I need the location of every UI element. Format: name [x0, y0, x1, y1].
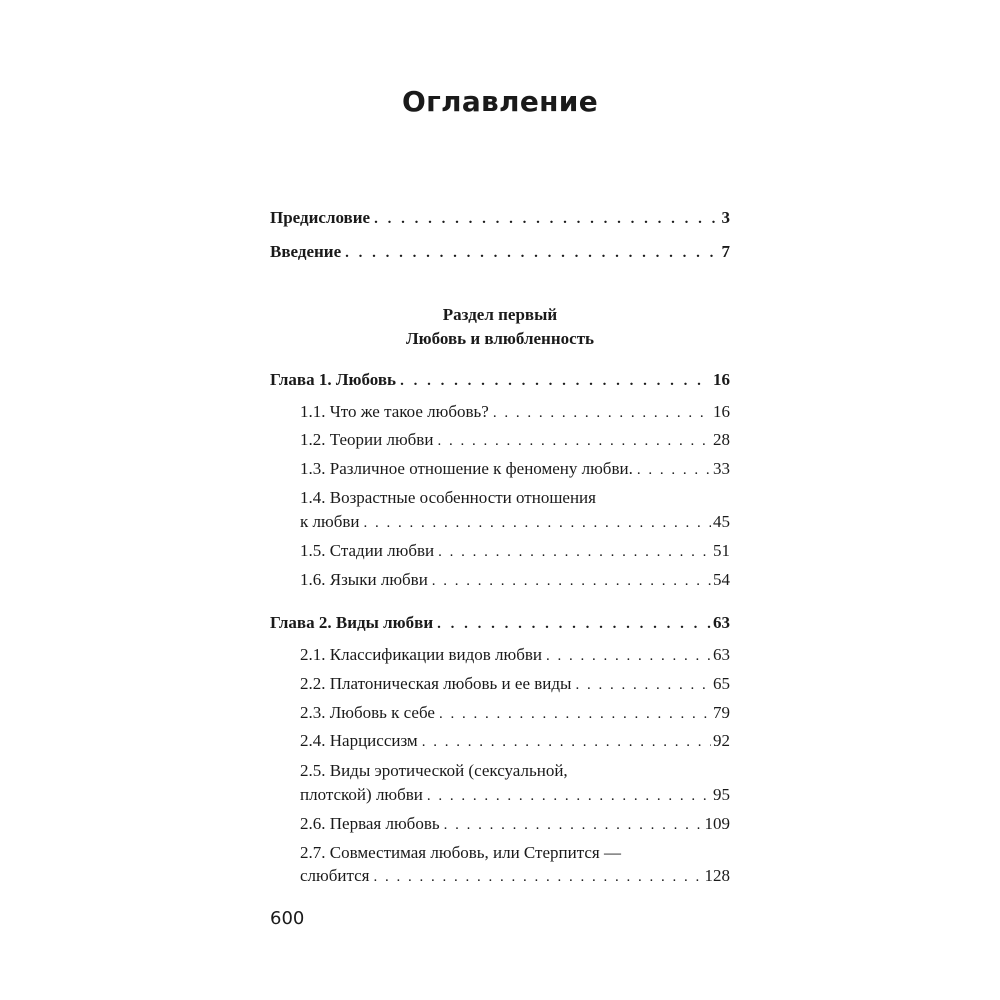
- toc-subentry-1-4[interactable]: [300, 512, 730, 534]
- toc-subentry-1-6[interactable]: [300, 570, 730, 592]
- toc-subentry-2-6[interactable]: [300, 814, 730, 836]
- toc-subentry-2-4[interactable]: [300, 731, 730, 753]
- leader-dots: [363, 515, 711, 532]
- toc-entry-page: 16: [713, 402, 730, 421]
- toc-subentry-2-7-line1: 2.7. Совместимая любовь, или Стерпится —: [300, 843, 621, 862]
- toc-entry-page: 63: [713, 645, 730, 664]
- leader-dots: [437, 433, 711, 450]
- toc-entry-page: 65: [713, 674, 730, 693]
- page-title: Оглавление: [401, 85, 598, 118]
- leader-dots: [432, 573, 711, 590]
- toc-entry-introduction[interactable]: [270, 242, 730, 264]
- leader-dots: [575, 677, 711, 694]
- toc-entry-label: 2.6. Первая любовь: [300, 814, 440, 833]
- toc-subentry-2-3[interactable]: [300, 703, 730, 725]
- toc-entry-label: 1.1. Что же такое любовь?: [300, 402, 489, 421]
- toc-entry-label: Введение: [270, 242, 342, 261]
- toc-entry-page: 79: [713, 703, 730, 722]
- toc-chapter-1[interactable]: [270, 370, 730, 392]
- toc-entry-page: 54: [713, 570, 730, 589]
- toc-entry-page: 16: [713, 370, 730, 389]
- leader-dots: [345, 245, 719, 262]
- leader-dots: [546, 648, 711, 665]
- toc-entry-label: Предисловие: [270, 208, 371, 227]
- page-number: 600: [270, 908, 305, 929]
- toc-entry-page: 95: [713, 785, 730, 804]
- toc-entry-page: 7: [721, 242, 730, 261]
- leader-dots: [400, 373, 711, 390]
- toc-subentry-2-7[interactable]: [300, 866, 730, 888]
- toc-chapter-2[interactable]: [270, 613, 730, 635]
- leader-dots: [373, 869, 702, 886]
- toc-entry-label: 2.3. Любовь к себе: [300, 703, 435, 722]
- toc-entry-label: 2.4. Нарциссизм: [300, 731, 418, 750]
- toc-entry-label: Глава 1. Любовь: [270, 370, 397, 389]
- leader-dots: [439, 706, 711, 723]
- toc-entry-label: плотской) любви: [300, 785, 423, 804]
- section-heading-line1: Раздел первый: [442, 305, 558, 324]
- leader-dots: [444, 817, 703, 834]
- section-heading-line2: Любовь и влюбленность: [405, 329, 595, 348]
- toc-entry-label: к любви: [300, 512, 360, 531]
- toc-subentry-1-1[interactable]: [300, 402, 730, 424]
- toc-entry-label: 1.5. Стадии любви: [300, 541, 435, 560]
- toc-subentry-2-5[interactable]: [300, 785, 730, 807]
- toc-subentry-1-4-line1: 1.4. Возрастные особенности отношения: [300, 488, 596, 507]
- toc-entry-page: 63: [713, 613, 730, 632]
- toc-entry-label: слюбится: [300, 866, 370, 885]
- table-of-contents: [270, 0, 730, 1000]
- toc-entry-page: 109: [704, 814, 730, 833]
- leader-dots: [427, 788, 711, 805]
- toc-entry-page: 128: [704, 866, 730, 885]
- leader-dots: [437, 616, 711, 633]
- leader-dots: [374, 211, 719, 228]
- toc-entry-preface[interactable]: [270, 208, 730, 230]
- leader-dots: [422, 734, 711, 751]
- toc-entry-page: 45: [713, 512, 730, 531]
- toc-entry-page: 28: [713, 430, 730, 449]
- toc-entry-page: 92: [713, 731, 730, 750]
- toc-entry-label: Глава 2. Виды любви: [270, 613, 434, 632]
- leader-dots: [493, 405, 711, 422]
- leader-dots: [438, 544, 711, 561]
- toc-subentry-1-2[interactable]: [300, 430, 730, 452]
- toc-entry-label: 1.6. Языки любви: [300, 570, 428, 589]
- toc-subentry-2-2[interactable]: [300, 674, 730, 696]
- toc-entry-label: 2.1. Классификации видов любви: [300, 645, 543, 664]
- toc-subentry-2-5-line1: 2.5. Виды эротической (сексуальной,: [300, 761, 568, 780]
- toc-subentry-2-1[interactable]: [300, 645, 730, 667]
- toc-entry-label: 1.3. Различное отношение к феномену любви.: [300, 459, 633, 478]
- toc-subentry-1-5[interactable]: [300, 541, 730, 563]
- toc-entry-page: 33: [713, 459, 730, 478]
- toc-subentry-1-3[interactable]: [300, 459, 730, 481]
- toc-entry-label: 1.2. Теории любви: [300, 430, 434, 449]
- toc-entry-page: 3: [721, 208, 730, 227]
- toc-entry-label: 2.2. Платоническая любовь и ее виды: [300, 674, 572, 693]
- leader-dots: [637, 462, 711, 479]
- toc-entry-page: 51: [713, 541, 730, 560]
